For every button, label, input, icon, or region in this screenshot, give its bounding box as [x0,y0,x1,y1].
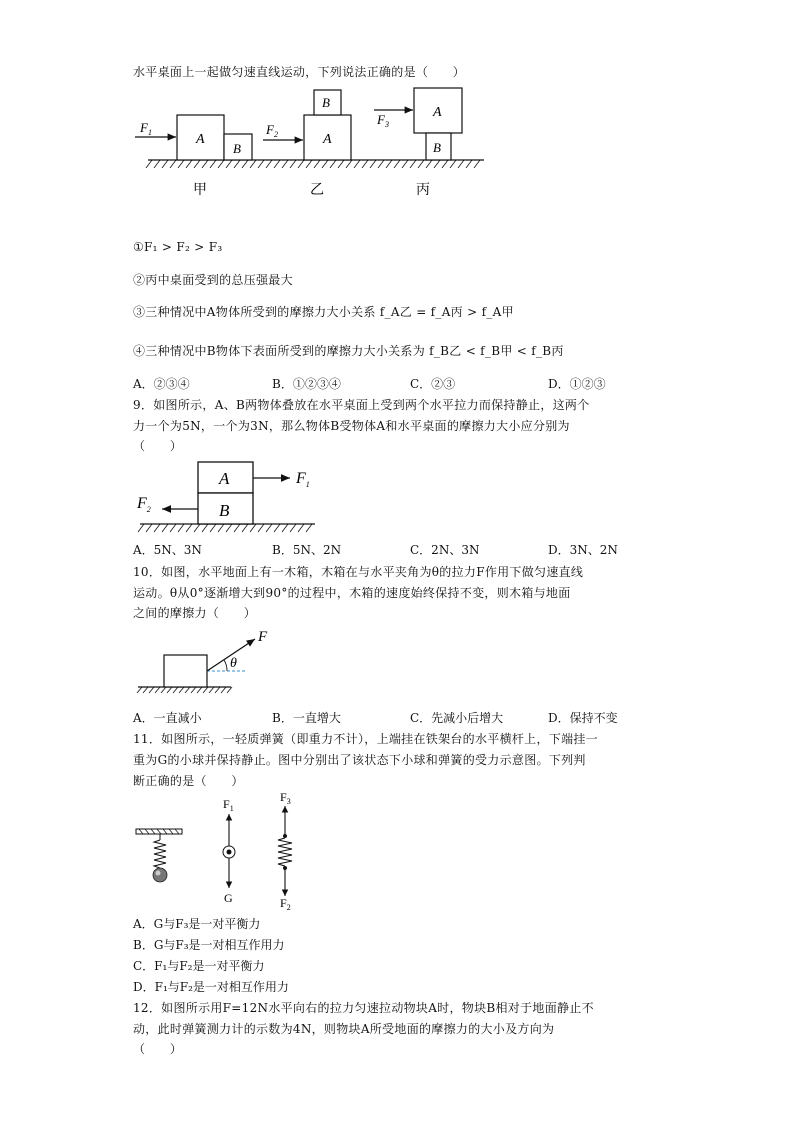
svg-text:F1: $F_1$ [140,120,152,137]
svg-text:B: B [219,501,230,520]
svg-text:B: B [322,95,330,110]
svg-text:A: A [219,469,230,488]
svg-text:F2: $F_2$ [280,896,291,912]
q8-statement-3: ③三种情况中A物体所受到的摩擦力大小关系 f_A乙 = f_A丙 > f_A甲 [133,305,514,319]
q11-stem-line-3: 断正确的是（ ） [133,774,244,788]
q10-option-c[interactable]: C．先减小后增大 [410,711,504,725]
svg-text:A: A [323,132,332,147]
q12-stem-line-1: 12．如图所示用F=12N水平向右的拉力匀速拉动物块A时，物块B相对于地面静止不 [133,1001,594,1015]
q11-stem-line-1: 11．如图所示，一轻质弹簧（即重力不计），上端挂在铁架台的水平横杆上，下端挂一 [133,732,598,746]
q8-statement-1: ①F₁ > F₂ > F₃ [133,240,223,254]
q11-option-d[interactable]: D．F₁与F₂是一对相互作用力 [133,980,289,994]
q11-ball-force-diagram [223,797,235,905]
svg-text:A: A [433,105,442,120]
q9-stem-line-2: 力一个为5N，一个为3N，那么物体B受物体A和水平桌面的摩擦力大小应分别为 [133,419,570,433]
svg-text:B: B [433,140,441,155]
svg-text:A: A [196,132,205,147]
q9-stem-line-3: （ ） [133,439,183,453]
svg-text:G: G [224,891,233,905]
q8-figure [130,85,500,200]
q11-spring-force-diagram [278,790,292,912]
q8-stem-tail: 水平桌面上一起做匀速直线运动，下列说法正确的是（ ） [133,65,466,79]
q10-option-b[interactable]: B．一直增大 [272,711,341,725]
q8-option-a[interactable]: A．②③④ [133,377,190,391]
q11-option-b[interactable]: B．G与F₃是一对相互作用力 [133,938,285,952]
svg-text:F2: $F_2$ [266,122,278,139]
q9-option-a[interactable]: A．5N、3N [133,543,202,557]
q10-stem-line-2: 运动。θ从0°逐渐增大到90°的过程中，木箱的速度始终保持不变，则木箱与地面 [133,586,571,600]
q11-spring-stand [136,829,182,882]
svg-text:F3: $F_3$ [280,790,291,806]
svg-text:丙: 丙 [416,183,430,198]
q8-option-c[interactable]: C．②③ [410,377,456,391]
q10-option-a[interactable]: A．一直减小 [133,711,202,725]
q10-figure [135,625,275,697]
q11-option-a[interactable]: A．G与F₃是一对平衡力 [133,917,261,931]
q8-option-d[interactable]: D．①②③ [548,377,606,391]
q9-option-b[interactable]: B．5N、2N [272,543,342,557]
q11-option-c[interactable]: C．F₁与F₂是一对平衡力 [133,959,265,973]
svg-text:F: F [258,629,268,645]
svg-text:乙: 乙 [310,183,324,198]
q8-statement-4: ④三种情况中B物体下表面所受到的摩擦力大小关系为 f_B乙 < f_B甲 < f_B丙 [133,344,564,358]
svg-text:甲: 甲 [193,183,207,198]
svg-text:θ: θ [230,656,237,671]
q8-option-b[interactable]: B．①②③④ [272,377,341,391]
q11-stem-line-2: 重为G的小球并保持静止。图中分别出了该状态下小球和弹簧的受力示意图。下列判 [133,753,586,767]
svg-text:F1: $F_1$ [223,797,234,813]
svg-text:F1: $F_1$ [296,470,310,489]
svg-text:F2: $F_2$ [137,495,151,514]
q12-stem-line-3: （ ） [133,1042,183,1056]
q9-option-c[interactable]: C．2N、3N [410,543,480,557]
q10-stem-line-1: 10．如图，水平地面上有一木箱，木箱在与水平夹角为θ的拉力F作用下做匀速直线 [133,565,584,579]
q9-option-d[interactable]: D．3N、2N [548,543,618,557]
q12-stem-line-2: 动，此时弹簧测力计的示数为4N，则物块A所受地面的摩擦力的大小及方向为 [133,1022,555,1036]
q11-figure [133,790,323,912]
q10-stem-line-3: 之间的摩擦力（ ） [133,606,257,620]
q8-statement-2: ②丙中桌面受到的总压强最大 [133,273,293,287]
q10-option-d[interactable]: D．保持不变 [548,711,618,725]
q9-stem-line-1: 9．如图所示，A、B两物体叠放在水平桌面上受到两个水平拉力而保持静止，这两个 [133,398,590,412]
q9-figure [130,458,330,536]
svg-text:F3: $F_3$ [377,112,389,129]
q10-box [164,655,207,687]
svg-text:B: B [233,141,241,156]
